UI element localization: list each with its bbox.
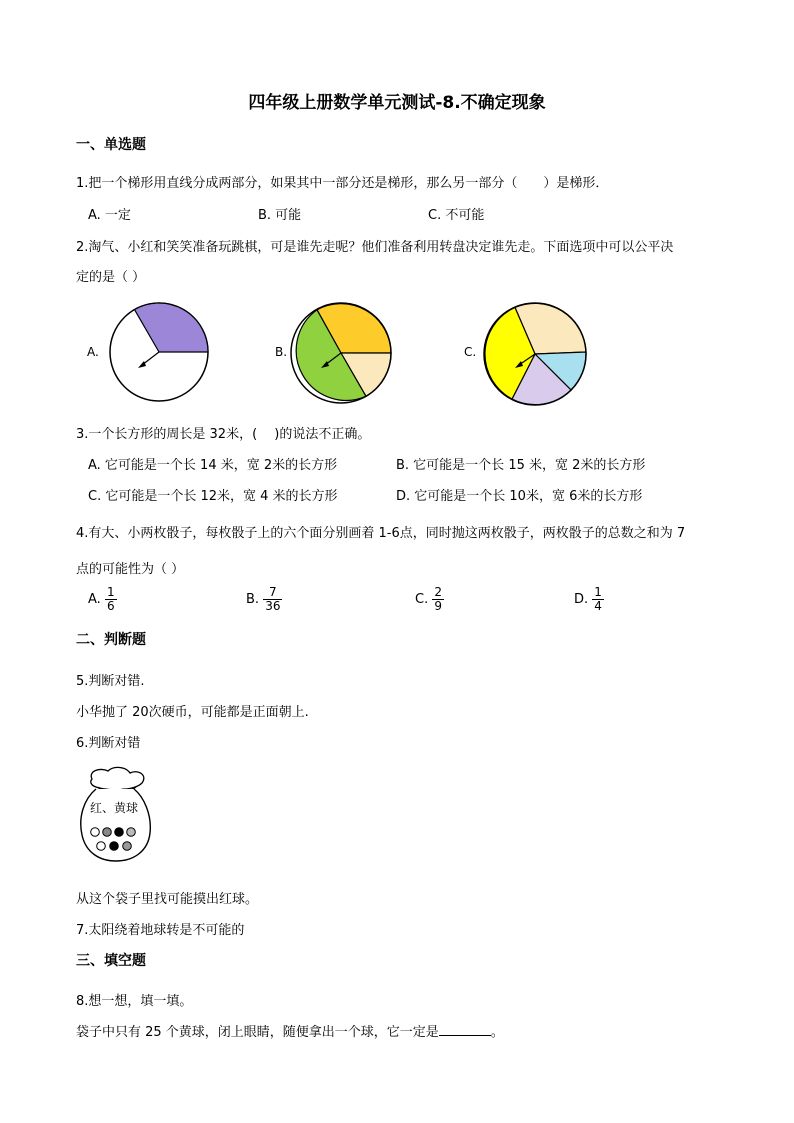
option-c-label: C. <box>415 592 429 607</box>
spinner-a <box>108 301 210 403</box>
question-5-text-line1: 5.判断对错. <box>76 674 145 689</box>
question-6-text-line1: 6.判断对错 <box>76 736 141 751</box>
ball-black <box>115 828 124 837</box>
ball-white <box>91 828 100 837</box>
option-d-label: D. <box>574 592 589 607</box>
spinner-c <box>482 301 588 407</box>
question-3-text: 3.一个长方形的周长是 32米，( )的说法不正确。 <box>76 427 371 442</box>
fraction-d: $\frac{1}{4}$ <box>594 585 602 613</box>
question-4-option-b[interactable] <box>246 586 282 613</box>
option-a-label: A. <box>88 592 101 607</box>
question-3-option-c[interactable]: C. 它可能是一个长 12米，宽 4 米的长方形 <box>88 489 338 504</box>
ball-light <box>127 828 136 837</box>
option-b-label: B. <box>246 592 260 607</box>
question-1-text: 1.把一个梯形用直线分成两部分，如果其中一部分还是梯形，那么另一部分（ ）是梯形． <box>76 176 609 191</box>
question-4-option-a[interactable] <box>88 586 117 613</box>
ball-grey <box>123 842 132 851</box>
question-4-option-d[interactable] <box>574 586 604 613</box>
question-3-option-a[interactable]: A. 它可能是一个长 14 米，宽 2米的长方形 <box>88 458 338 473</box>
question-1-option-c[interactable]: C. 不可能 <box>428 208 485 223</box>
question-8-text-line1: 8.想一想，填一填。 <box>76 994 193 1009</box>
question-4-option-c[interactable] <box>415 586 444 613</box>
fraction-c: $\frac{2}{9}$ <box>434 585 442 613</box>
question-7-text: 7.太阳绕着地球转是不可能的 <box>76 923 245 938</box>
fraction-b: $\frac{7}{36}$ <box>265 585 281 613</box>
question-8-period: 。 <box>490 1025 504 1040</box>
section-heading-fill-in: 三、填空题 <box>76 953 146 969</box>
ball-black <box>110 842 119 851</box>
question-2-text-line2: 定的是（ ） <box>76 270 146 285</box>
question-8-prompt: 袋子中只有 25 个黄球，闭上眼睛，随便拿出一个球，它一定是 <box>76 1025 439 1040</box>
question-2-text-line1: 2.淘气、小红和笑笑准备玩跳棋，可是谁先走呢？他们准备利用转盘决定谁先走。下面选项中可以公平决 <box>76 240 674 255</box>
answer-blank[interactable] <box>439 1023 491 1036</box>
ball-white <box>97 842 106 851</box>
bag-label: 红、黄球 <box>90 801 139 815</box>
question-1-option-b[interactable]: B. 可能 <box>258 208 302 223</box>
question-8-text-line2 <box>76 1021 504 1040</box>
question-3-option-d[interactable]: D. 它可能是一个长 10米，宽 6米的长方形 <box>396 489 643 504</box>
question-4-text-line1: 4.有大、小两枚骰子，每枚骰子上的六个面分别画着 1-6点，同时抛这两枚骰子，两枚骰子的总数之和为 7 <box>76 526 686 541</box>
question-2-option-b-label[interactable]: B. <box>275 345 288 359</box>
fraction-a: $\frac{1}{6}$ <box>106 585 115 613</box>
question-2-option-a-label[interactable]: A. <box>87 345 99 359</box>
question-1-option-a[interactable]: A. 一定 <box>88 208 131 223</box>
question-5-text-line2: 小华抛了 20次硬币，可能都是正面朝上. <box>76 705 309 720</box>
ball-grey <box>103 828 112 837</box>
question-3-option-b[interactable]: B. 它可能是一个长 15 米，宽 2米的长方形 <box>396 458 646 473</box>
question-4-text-line2: 点的可能性为（ ） <box>76 562 185 577</box>
section-heading-true-false: 二、判断题 <box>76 632 146 648</box>
section-heading-single-choice: 一、单选题 <box>76 137 146 153</box>
page-title: 四年级上册数学单元测试-8.不确定现象 <box>248 93 546 113</box>
question-6-text-line2: 从这个袋子里找可能摸出红球。 <box>76 892 259 907</box>
question-2-option-c-label[interactable]: C. <box>464 345 477 359</box>
spinner-b <box>289 301 393 405</box>
